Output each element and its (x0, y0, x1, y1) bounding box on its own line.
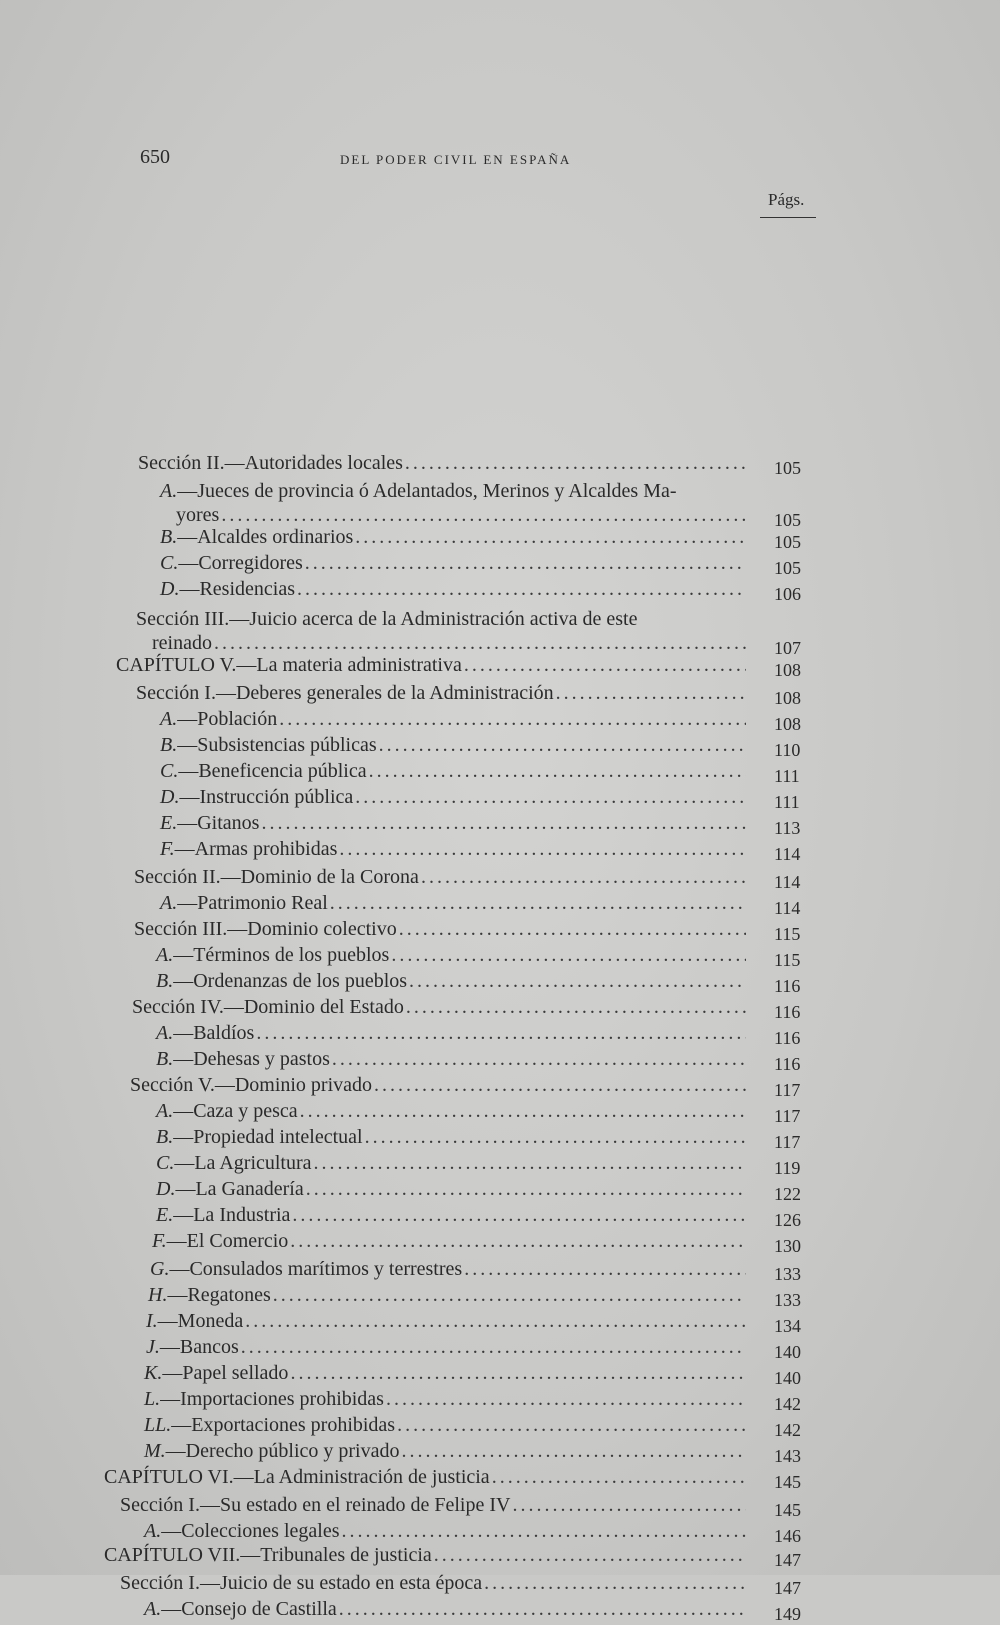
toc-entry-title: —Subsistencias públicas (177, 734, 377, 756)
toc-entry-label (146, 1336, 239, 1359)
dot-leader (365, 1126, 746, 1149)
dot-leader (256, 1022, 746, 1045)
dot-leader (261, 812, 746, 835)
dot-leader (402, 1440, 747, 1463)
dot-leader (339, 1598, 746, 1621)
dot-leader (290, 1230, 746, 1253)
toc-entry-title: Sección III.—Juicio acerca de la Administración activa de este (136, 608, 638, 630)
dot-leader (399, 918, 746, 941)
toc-entry (132, 996, 760, 1022)
toc-page-number: 117 (774, 1132, 801, 1152)
toc-entry-label (152, 1230, 288, 1253)
dot-leader (214, 632, 746, 655)
toc-entry (156, 1048, 760, 1074)
toc-page-number: 116 (774, 1002, 801, 1022)
toc-entry (104, 1544, 760, 1570)
toc-entry-label (160, 708, 277, 731)
toc-entry-label (146, 1310, 243, 1333)
dot-leader (305, 552, 746, 575)
toc-entry-label (130, 1074, 372, 1097)
toc-entry-title: Sección I.—Deberes generales de la Administración (136, 682, 554, 704)
toc-entry-letter: B. (156, 1048, 174, 1070)
toc-page-number: 114 (774, 872, 801, 892)
toc-entry-label (160, 734, 377, 757)
toc-entry-letter: C. (160, 760, 179, 782)
toc-entry-label: reinado (152, 632, 212, 654)
toc-entry-title: —Beneficencia pública (178, 760, 367, 782)
dot-leader (297, 578, 746, 601)
toc-entry-label (144, 1414, 395, 1437)
dot-leader (245, 1310, 746, 1333)
toc-entry-label: yores (176, 504, 220, 526)
toc-page-number: 108 (774, 688, 801, 708)
dot-leader (342, 1520, 747, 1543)
toc-entry-label (156, 1022, 254, 1045)
toc-entry (144, 1520, 760, 1546)
dot-leader (290, 1362, 746, 1385)
toc-entry-title: CAPÍTULO V.—La materia administrativa (116, 654, 462, 676)
toc-entry-label (136, 682, 554, 705)
dot-leader (379, 734, 746, 757)
dot-leader (279, 708, 746, 731)
toc-page-number: 105 (774, 532, 801, 552)
toc-entry-letter: A. (160, 480, 178, 502)
dot-leader (273, 1284, 746, 1307)
toc-entry-label (144, 1362, 288, 1385)
dot-leader (512, 1494, 746, 1517)
toc-page-number: 114 (774, 844, 801, 864)
toc-entry-label (132, 996, 404, 1019)
toc-entry-label (144, 1388, 384, 1411)
toc-page-number: 105 (774, 510, 801, 530)
toc-entry (160, 578, 760, 604)
toc-entry-letter: A. (156, 944, 174, 966)
toc-page-number: 142 (774, 1394, 801, 1414)
toc-entry (144, 1598, 760, 1624)
toc-entry-letter: C. (160, 552, 179, 574)
dot-leader (397, 1414, 746, 1437)
toc-entry-title: —Residencias (179, 578, 295, 600)
toc-entry-letter: L. (144, 1388, 161, 1410)
toc-entry (150, 1258, 760, 1284)
dot-leader (332, 1048, 746, 1071)
toc-entry-title: —Dehesas y pastos (173, 1048, 330, 1070)
toc-entry-title: Sección I.—Juicio de su estado en esta época (120, 1572, 483, 1594)
toc-entry-title: CAPÍTULO VII.—Tribunales de justicia (104, 1544, 432, 1566)
toc-entry (146, 1336, 760, 1362)
toc-entry-letter: A. (156, 1022, 174, 1044)
toc-entry-title: Sección III.—Dominio colectivo (134, 918, 397, 940)
toc-page-number: 105 (774, 558, 801, 578)
dot-leader (464, 654, 746, 677)
toc-entry (156, 1100, 760, 1126)
toc-entry-title: —Instrucción pública (179, 786, 354, 808)
toc-entry (160, 734, 760, 760)
toc-page-number: 114 (774, 898, 801, 918)
dot-leader (484, 1572, 746, 1595)
toc-entry-letter: B. (156, 970, 174, 992)
toc-entry-label (138, 452, 403, 475)
toc-entry-letter: B. (156, 1126, 174, 1148)
dot-leader (355, 786, 746, 809)
toc-entry-title: —Corregidores (178, 552, 303, 574)
toc-page-number: 134 (774, 1316, 801, 1336)
toc-page-number: 126 (774, 1210, 801, 1230)
toc-entry (160, 708, 760, 734)
toc-entry (156, 1022, 760, 1048)
toc-entry (144, 1440, 760, 1466)
toc-page-number: 140 (774, 1342, 801, 1362)
toc-entry-letter: D. (160, 578, 180, 600)
dot-leader (464, 1258, 746, 1281)
dot-leader (330, 892, 746, 915)
toc-entry (138, 452, 760, 478)
dot-leader (434, 1544, 746, 1567)
toc-entry-title: —Consulados marítimos y terrestres (169, 1258, 463, 1280)
dot-leader (355, 526, 746, 549)
toc-entry-letter: LL. (144, 1414, 172, 1436)
toc-entry-title-line (160, 480, 677, 503)
toc-entry-label (116, 654, 462, 677)
toc-entry (120, 1572, 760, 1598)
toc-page-number: 133 (774, 1264, 801, 1284)
toc-entry (160, 786, 760, 812)
toc-entry-label (144, 1440, 400, 1463)
toc-entry-title-line (136, 608, 637, 631)
dot-leader (221, 504, 746, 527)
toc-entry-letter: B. (160, 734, 178, 756)
toc-page-number: 113 (774, 818, 801, 838)
toc-entry-letter: E. (160, 812, 178, 834)
toc-entry-title: —Exportaciones prohibidas (171, 1414, 396, 1436)
toc-entry (160, 838, 760, 864)
dot-leader (386, 1388, 746, 1411)
toc-entry-label (160, 838, 337, 861)
page-number: 650 (140, 146, 170, 168)
toc-entry-letter: A. (144, 1520, 162, 1542)
toc-entry-letter: M. (144, 1440, 166, 1462)
toc-entry-title: —El Comercio (166, 1230, 289, 1252)
toc-entry-label (120, 1572, 482, 1595)
toc-entry-label (156, 970, 407, 993)
toc-entry (160, 552, 760, 578)
toc-entry-label (156, 1100, 298, 1123)
toc-entry-title: —Ordenanzas de los pueblos (173, 970, 408, 992)
toc-entry-letter: A. (144, 1598, 162, 1620)
toc-entry-title: —Consejo de Castilla (161, 1598, 337, 1620)
toc-entry-title: —Bancos (159, 1336, 239, 1358)
toc-entry-title: —Población (177, 708, 278, 730)
dot-leader (300, 1100, 746, 1123)
toc-entry-label (160, 892, 328, 915)
toc-page-number: 111 (774, 766, 800, 786)
toc-page-number: 119 (774, 1158, 801, 1178)
toc-entry (146, 1310, 760, 1336)
dot-leader (374, 1074, 746, 1097)
toc-entry-letter: A. (160, 708, 178, 730)
toc-entry-title: —Patrimonio Real (177, 892, 328, 914)
toc-entry-label (104, 1466, 490, 1489)
toc-page-number: 107 (774, 638, 801, 658)
toc-entry-letter: B. (160, 526, 178, 548)
toc-entry-label (160, 786, 353, 809)
toc-entry-title: —Gitanos (177, 812, 260, 834)
toc-entry (152, 1230, 760, 1256)
toc-entry-title: —Alcaldes ordinarios (177, 526, 354, 548)
toc-entry (134, 866, 760, 892)
toc-entry (156, 1126, 760, 1152)
toc-entry-letter: C. (156, 1152, 175, 1174)
toc-entry-label (160, 760, 367, 783)
toc-entry-letter: J. (146, 1336, 160, 1358)
toc-page-number: 116 (774, 1028, 801, 1048)
toc-page-number: 117 (774, 1080, 801, 1100)
dot-leader (406, 996, 746, 1019)
toc-entry (160, 760, 760, 786)
toc-entry-title: —Importaciones prohibidas (160, 1388, 384, 1410)
toc-entry (144, 1388, 760, 1414)
toc-entry-title: —Términos de los pueblos (173, 944, 390, 966)
running-title: DEL PODER CIVIL EN ESPAÑA (340, 152, 572, 167)
toc-entry-title: —La Ganadería (175, 1178, 304, 1200)
pages-column-rule (760, 217, 816, 218)
toc-page-number: 130 (774, 1236, 801, 1256)
toc-entry-letter: E. (156, 1204, 174, 1226)
toc-entry-letter: A. (160, 892, 178, 914)
toc-entry-title: Sección IV.—Dominio del Estado (132, 996, 404, 1018)
dot-leader (339, 838, 746, 861)
dot-leader (421, 866, 746, 889)
page-header (140, 140, 780, 180)
toc-page-number: 149 (774, 1604, 801, 1624)
toc-entry (130, 1074, 760, 1100)
toc-entry (136, 682, 760, 708)
dot-leader (391, 944, 746, 967)
toc-entry-label (144, 1520, 340, 1543)
toc-entry-label (156, 944, 389, 967)
toc-entry-label (148, 1284, 271, 1307)
pages-column-label: Págs. (768, 190, 805, 209)
toc-entry-label (134, 866, 419, 889)
toc-entry-label (144, 1598, 337, 1621)
toc-page-number: 146 (774, 1526, 801, 1546)
toc-page-number: 122 (774, 1184, 801, 1204)
toc-page-number: 142 (774, 1420, 801, 1440)
toc-entry (134, 918, 760, 944)
toc-entry-title: Sección I.—Su estado en el reinado de Felipe IV (120, 1494, 511, 1516)
toc-page-number: 116 (774, 1054, 801, 1074)
toc-entry-letter: I. (146, 1310, 158, 1332)
dot-leader (292, 1204, 746, 1227)
toc-entry (116, 654, 760, 680)
toc-page-number: 145 (774, 1500, 801, 1520)
toc-entry-label (156, 1178, 304, 1201)
toc-entry-title: —La Industria (173, 1204, 291, 1226)
toc-entry (104, 1466, 760, 1492)
dot-leader (556, 682, 746, 705)
toc-page-number: 147 (774, 1550, 801, 1570)
toc-entry-title: Sección II.—Autoridades locales (138, 452, 403, 474)
toc-entry-title: Sección II.—Dominio de la Corona (134, 866, 419, 888)
toc-entry-title: —La Agricultura (174, 1152, 312, 1174)
toc-entry-letter: F. (160, 838, 175, 860)
toc-entry-title: —Regatones (167, 1284, 271, 1306)
toc-entry-letter: F. (152, 1230, 167, 1252)
toc-page-number: 140 (774, 1368, 801, 1388)
toc-entry-title: —Caza y pesca (173, 1100, 298, 1122)
toc-page-number: 105 (774, 458, 801, 478)
toc-page-number: 111 (774, 792, 800, 812)
toc-entry-title: —Propiedad intelectual (173, 1126, 363, 1148)
toc-page-number: 110 (774, 740, 801, 760)
toc-entry-label (156, 1152, 312, 1175)
toc-entry (156, 1152, 760, 1178)
toc-entry (160, 892, 760, 918)
toc-entry-label (160, 526, 353, 549)
dot-leader (314, 1152, 746, 1175)
toc-entry-title: —Derecho público y privado (165, 1440, 400, 1462)
toc-entry-label (160, 812, 259, 835)
toc-entry (156, 970, 760, 996)
toc-entry-title: CAPÍTULO VI.—La Administración de justicia (104, 1466, 490, 1488)
toc-entry-title: Sección V.—Dominio privado (130, 1074, 373, 1096)
toc-page-number: 133 (774, 1290, 801, 1310)
toc-page-number: 145 (774, 1472, 801, 1492)
toc-entry-letter: K. (144, 1362, 163, 1384)
toc-page-number: 106 (774, 584, 801, 604)
toc-entry-label (156, 1048, 330, 1071)
dot-leader (405, 452, 746, 475)
toc-entry (144, 1362, 760, 1388)
toc-entry-letter: H. (148, 1284, 168, 1306)
toc-entry-title: —Papel sellado (162, 1362, 289, 1384)
dot-leader (492, 1466, 746, 1489)
toc-page-number: 108 (774, 714, 801, 734)
toc-entry-title: —Moneda (157, 1310, 244, 1332)
toc-entry-label (156, 1126, 363, 1149)
toc-page-number: 117 (774, 1106, 801, 1126)
toc-entry (148, 1284, 760, 1310)
toc-entry (160, 526, 760, 552)
dot-leader (369, 760, 746, 783)
toc-page-number: 108 (774, 660, 801, 680)
toc-entry-letter: A. (156, 1100, 174, 1122)
toc-entry (120, 1494, 760, 1520)
dot-leader (409, 970, 746, 993)
toc-page-number: 116 (774, 976, 801, 996)
toc-entry (160, 812, 760, 838)
dot-leader (241, 1336, 746, 1359)
dot-leader (306, 1178, 746, 1201)
toc-page-number: 147 (774, 1578, 801, 1598)
toc-entry-title: —Jueces de provincia ó Adelantados, Merinos y Alcaldes Ma- (177, 480, 677, 502)
toc-entry (156, 1178, 760, 1204)
toc-entry-letter: D. (156, 1178, 176, 1200)
toc-entry-label (134, 918, 397, 941)
toc-entry-letter: G. (150, 1258, 170, 1280)
toc-entry (156, 944, 760, 970)
toc-entry-title: —Colecciones legales (161, 1520, 340, 1542)
toc-entry-label (160, 552, 303, 575)
toc-entry-title: —Armas prohibidas (174, 838, 338, 860)
toc-page-number: 115 (774, 924, 801, 944)
toc-entry-label (150, 1258, 462, 1281)
toc-entry-label (156, 1204, 290, 1227)
toc-entry (144, 1414, 760, 1440)
toc-page-number: 143 (774, 1446, 801, 1466)
toc-entry-title: —Baldíos (173, 1022, 255, 1044)
toc-entry (156, 1204, 760, 1230)
toc-entry-label (120, 1494, 510, 1517)
toc-entry-letter: D. (160, 786, 180, 808)
toc-page-number: 115 (774, 950, 801, 970)
toc-entry-label (160, 578, 295, 601)
toc-entry-label (104, 1544, 432, 1567)
